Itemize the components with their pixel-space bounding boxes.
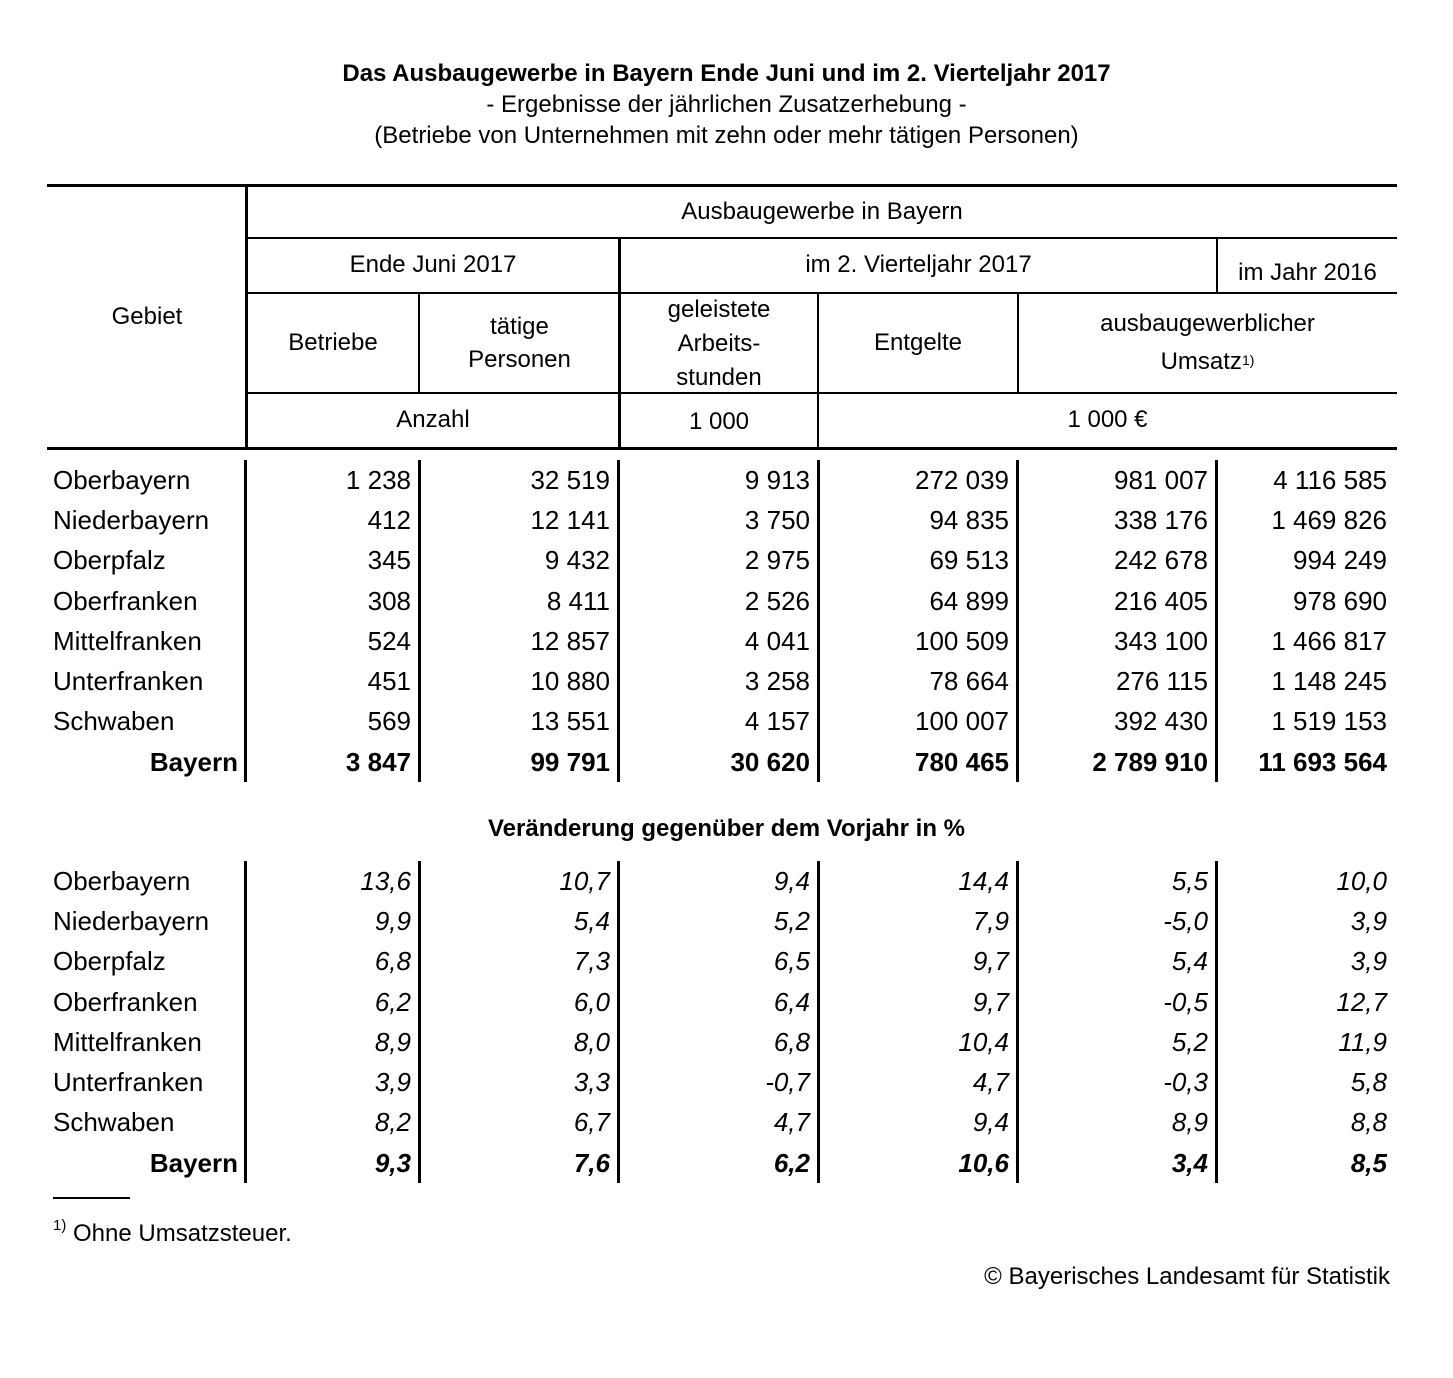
- value-cell: 12 141: [420, 500, 619, 540]
- value-cell: 3 847: [246, 742, 420, 782]
- value-cell: 216 405: [1018, 581, 1217, 621]
- header-col-arbeitsstunden-line3: stunden: [676, 364, 762, 391]
- page-title: Das Ausbaugewerbe in Bayern Ende Juni und im 2. Vierteljahr 2017: [342, 60, 1111, 87]
- value-cell: 1 519 153: [1217, 702, 1394, 742]
- region-cell: Niederbayern: [53, 504, 210, 535]
- value-cell: 978 690: [1217, 581, 1394, 621]
- header-group-jahr-2016: im Jahr 2016: [1238, 259, 1377, 286]
- region-cell: Oberbayern: [53, 865, 191, 896]
- table-row: [47, 1143, 1393, 1183]
- footnote: [53, 1217, 292, 1248]
- value-cell: -5,0: [1018, 901, 1217, 941]
- region-cell: Oberbayern: [53, 464, 191, 495]
- header-col-umsatz-sup: 1): [1241, 352, 1255, 368]
- region-cell: Unterfranken: [53, 666, 204, 697]
- value-cell: 10 880: [420, 661, 619, 701]
- value-cell: 5,4: [1018, 942, 1217, 982]
- value-cell: 3,9: [1217, 942, 1394, 982]
- value-cell: -0,7: [619, 1062, 819, 1102]
- value-cell: 78 664: [819, 661, 1018, 701]
- value-cell: 780 465: [819, 742, 1018, 782]
- value-cell: 32 519: [420, 460, 619, 500]
- value-cell: 8,9: [1018, 1103, 1217, 1143]
- value-cell: 3,3: [420, 1062, 619, 1102]
- value-cell: 13 551: [420, 702, 619, 742]
- value-cell: 6,4: [619, 982, 819, 1022]
- header-group-vierteljahr: im 2. Vierteljahr 2017: [805, 251, 1032, 278]
- table-row: [47, 1062, 1393, 1102]
- value-cell: 94 835: [819, 500, 1018, 540]
- table-row: [47, 460, 1393, 500]
- value-cell: 9,4: [619, 861, 819, 901]
- value-cell: 276 115: [1018, 661, 1217, 701]
- table-row: [47, 541, 1393, 581]
- percent-table: [47, 861, 1393, 1183]
- value-cell: 8,9: [246, 1022, 420, 1062]
- region-cell: Oberfranken: [53, 585, 198, 616]
- header-rule-1: [247, 237, 1397, 239]
- value-cell: 10,6: [819, 1143, 1018, 1183]
- table-row: [47, 621, 1393, 661]
- value-cell: 5,8: [1217, 1062, 1394, 1102]
- header-col-personen-line1: tätige: [490, 313, 549, 340]
- unit-1000: 1 000: [688, 408, 750, 435]
- value-cell: 6,8: [246, 942, 420, 982]
- value-cell: 9,4: [819, 1103, 1018, 1143]
- value-cell: 14,4: [819, 861, 1018, 901]
- region-cell: Unterfranken: [53, 1067, 204, 1098]
- region-cell: Oberpfalz: [53, 946, 166, 977]
- value-cell: 4,7: [619, 1103, 819, 1143]
- value-cell: 242 678: [1018, 541, 1217, 581]
- header-col-umsatz-line1: ausbaugewerblicher: [1100, 310, 1315, 337]
- value-cell: 100 007: [819, 702, 1018, 742]
- value-cell: 6,8: [619, 1022, 819, 1062]
- value-cell: 4,7: [819, 1062, 1018, 1102]
- value-cell: 6,5: [619, 942, 819, 982]
- value-cell: 9 432: [420, 541, 619, 581]
- value-cell: 308: [246, 581, 420, 621]
- value-cell: 981 007: [1018, 460, 1217, 500]
- region-cell: Bayern: [149, 746, 238, 777]
- region-cell: Oberfranken: [53, 986, 198, 1017]
- value-cell: 10,0: [1217, 861, 1394, 901]
- header-col-umsatz-word: Umsatz: [1160, 348, 1242, 375]
- header-gebiet: Gebiet: [111, 303, 183, 330]
- unit-anzahl: Anzahl: [396, 406, 470, 433]
- value-cell: 7,9: [819, 901, 1018, 941]
- value-cell: 9 913: [619, 460, 819, 500]
- value-cell: -0,3: [1018, 1062, 1217, 1102]
- value-cell: 8,5: [1217, 1143, 1394, 1183]
- value-cell: 4 116 585: [1217, 460, 1394, 500]
- table-row: [47, 500, 1393, 540]
- section-title: Veränderung gegenüber dem Vorjahr in %: [488, 815, 965, 842]
- header-col-personen-line2: Personen: [468, 346, 571, 373]
- header-col-betriebe: Betriebe: [288, 329, 378, 356]
- value-cell: 994 249: [1217, 541, 1394, 581]
- value-cell: 3,4: [1018, 1143, 1217, 1183]
- value-cell: 1 469 826: [1217, 500, 1394, 540]
- value-cell: 10,4: [819, 1022, 1018, 1062]
- title-block: [0, 58, 1453, 151]
- value-cell: 12 857: [420, 621, 619, 661]
- value-cell: 272 039: [819, 460, 1018, 500]
- value-cell: 392 430: [1018, 702, 1217, 742]
- value-cell: 3,9: [246, 1062, 420, 1102]
- value-cell: 9,7: [819, 942, 1018, 982]
- value-cell: 569: [246, 702, 420, 742]
- value-cell: 5,4: [420, 901, 619, 941]
- value-cell: 11 693 564: [1217, 742, 1394, 782]
- table-row: [47, 1103, 1393, 1143]
- value-cell: 11,9: [1217, 1022, 1394, 1062]
- region-cell: Bayern: [149, 1147, 238, 1178]
- value-cell: 8,8: [1217, 1103, 1394, 1143]
- value-cell: 9,9: [246, 901, 420, 941]
- header-col-umsatz: [1018, 305, 1397, 381]
- value-cell: 451: [246, 661, 420, 701]
- value-cell: 1 238: [246, 460, 420, 500]
- value-cell: 13,6: [246, 861, 420, 901]
- value-cell: 5,2: [1018, 1022, 1217, 1062]
- header-col-arbeitsstunden-line2: Arbeits-: [677, 330, 761, 357]
- value-cell: 69 513: [819, 541, 1018, 581]
- value-cell: 100 509: [819, 621, 1018, 661]
- table-row: [47, 702, 1393, 742]
- value-cell: 5,2: [619, 901, 819, 941]
- header-col-arbeitsstunden-line1: geleistete: [667, 296, 771, 323]
- region-cell: Mittelfranken: [53, 625, 202, 656]
- region-cell: Schwaben: [53, 706, 175, 737]
- value-cell: 338 176: [1018, 500, 1217, 540]
- table-row: [47, 982, 1393, 1022]
- header-bottom-rule: [47, 447, 1397, 450]
- header-top: Ausbaugewerbe in Bayern: [681, 198, 963, 225]
- header-col-entgelte: Entgelte: [873, 329, 963, 356]
- header-col-arbeitsstunden: [620, 293, 818, 395]
- value-cell: 343 100: [1018, 621, 1217, 661]
- table-row: [47, 942, 1393, 982]
- value-cell: 6,7: [420, 1103, 619, 1143]
- value-cell: 2 526: [619, 581, 819, 621]
- footnote-mark: 1): [53, 1217, 67, 1234]
- value-cell: 1 466 817: [1217, 621, 1394, 661]
- value-cell: -0,5: [1018, 982, 1217, 1022]
- copyright: © Bayerisches Landesamt für Statistik: [984, 1263, 1390, 1290]
- header-col-personen: [420, 310, 619, 376]
- absolute-table: [47, 460, 1393, 782]
- value-cell: 6,0: [420, 982, 619, 1022]
- value-cell: 7,6: [420, 1143, 619, 1183]
- region-cell: Mittelfranken: [53, 1026, 202, 1057]
- value-cell: 12,7: [1217, 982, 1394, 1022]
- table-row: [47, 901, 1393, 941]
- table-row: [47, 1022, 1393, 1062]
- value-cell: 9,3: [246, 1143, 420, 1183]
- table-row: [47, 742, 1393, 782]
- value-cell: 64 899: [819, 581, 1018, 621]
- value-cell: 524: [246, 621, 420, 661]
- table-row: [47, 581, 1393, 621]
- value-cell: 6,2: [246, 982, 420, 1022]
- region-cell: Oberpfalz: [53, 545, 166, 576]
- value-cell: 8,2: [246, 1103, 420, 1143]
- footnote-rule: [53, 1197, 130, 1199]
- table-row: [47, 861, 1393, 901]
- value-cell: 8,0: [420, 1022, 619, 1062]
- value-cell: 3 750: [619, 500, 819, 540]
- unit-1000-eur: 1 000 €: [1067, 406, 1148, 433]
- footnote-text: Ohne Umsatzsteuer.: [73, 1220, 292, 1247]
- value-cell: 10,7: [420, 861, 619, 901]
- value-cell: 1 148 245: [1217, 661, 1394, 701]
- table-row: [47, 661, 1393, 701]
- subtitle-2: (Betriebe von Unternehmen mit zehn oder mehr tätigen Personen): [374, 122, 1079, 149]
- region-cell: Schwaben: [53, 1107, 175, 1138]
- value-cell: 7,3: [420, 942, 619, 982]
- header-col-umsatz-line2: [1018, 343, 1397, 381]
- value-cell: 8 411: [420, 581, 619, 621]
- value-cell: 4 041: [619, 621, 819, 661]
- subtitle-1: - Ergebnisse der jährlichen Zusatzerhebung -: [486, 91, 967, 118]
- value-cell: 6,2: [619, 1143, 819, 1183]
- header-top-rule: [47, 184, 1397, 187]
- value-cell: 345: [246, 541, 420, 581]
- value-cell: 2 789 910: [1018, 742, 1217, 782]
- value-cell: 412: [246, 500, 420, 540]
- header-group-ende-juni: Ende Juni 2017: [349, 251, 517, 278]
- value-cell: 3,9: [1217, 901, 1394, 941]
- value-cell: 4 157: [619, 702, 819, 742]
- value-cell: 3 258: [619, 661, 819, 701]
- region-cell: Niederbayern: [53, 905, 210, 936]
- value-cell: 2 975: [619, 541, 819, 581]
- value-cell: 99 791: [420, 742, 619, 782]
- value-cell: 5,5: [1018, 861, 1217, 901]
- value-cell: 30 620: [619, 742, 819, 782]
- value-cell: 9,7: [819, 982, 1018, 1022]
